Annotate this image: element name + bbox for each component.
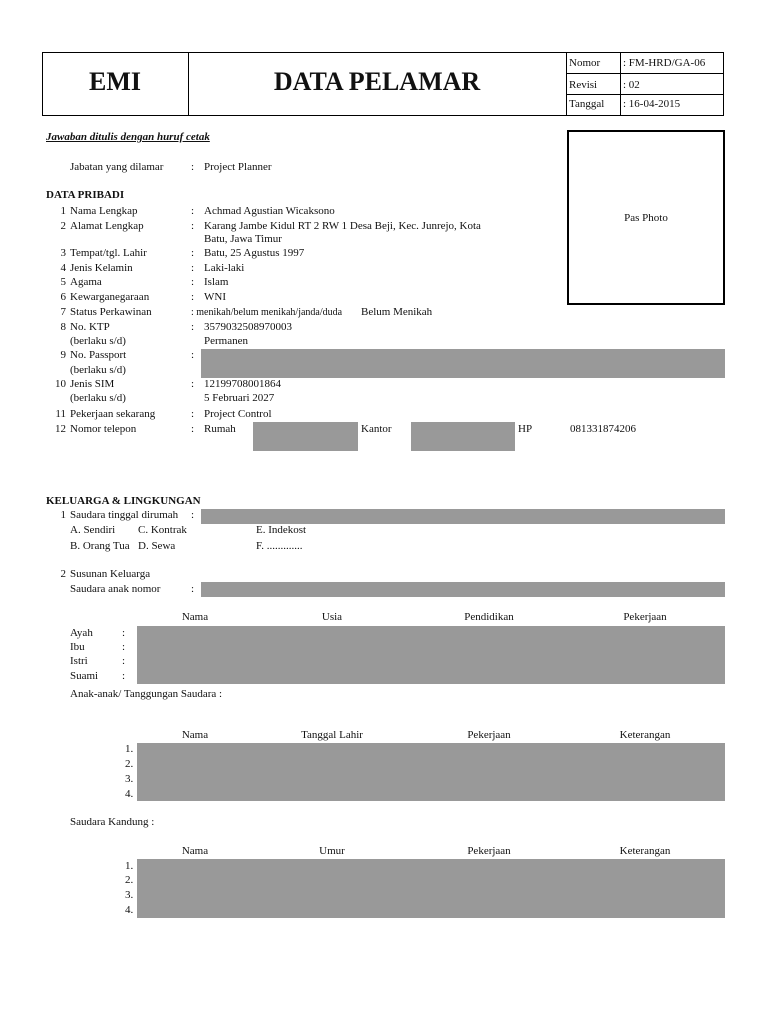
item-number: 1: [60, 509, 66, 521]
item-value: WNI: [204, 291, 226, 303]
item-label: Pekerjaan sekarang: [70, 408, 156, 420]
redacted-field: [201, 509, 725, 524]
item-number: 6: [60, 291, 66, 303]
colon: :: [191, 408, 195, 420]
colon: :: [191, 247, 195, 259]
colon: :: [191, 321, 195, 333]
item-label: Saudara tinggal dirumah: [70, 509, 179, 521]
meta-label-revisi: Revisi: [569, 79, 598, 91]
item-value: Achmad Agustian Wicaksono: [204, 205, 335, 217]
item-value: Karang Jambe Kidul RT 2 RW 1 Desa Beji, Kec. Junrejo, Kota: [204, 220, 481, 232]
item-number: 1: [60, 205, 66, 217]
item-value: Batu, 25 Agustus 1997: [204, 247, 305, 259]
photo-label: Pas Photo: [624, 212, 668, 224]
item-sub-label: (berlaku s/d): [70, 392, 126, 404]
row-number: 4.: [125, 788, 134, 800]
colon: :: [191, 349, 195, 361]
item-number: 3: [60, 247, 66, 259]
colon: :: [191, 276, 195, 288]
header-row-line: [566, 94, 724, 95]
row-number: 2.: [125, 874, 134, 886]
colon: :: [191, 378, 195, 390]
item-number: 2: [60, 568, 66, 580]
colon: :: [191, 423, 195, 435]
item-number: 7: [60, 306, 66, 318]
colon: :: [191, 220, 195, 232]
item-sub-value: Permanen: [204, 335, 248, 347]
table-row-label: Ibu: [70, 641, 85, 653]
personal-heading: DATA PRIBADI: [46, 189, 125, 201]
item-sub-label: (berlaku s/d): [70, 335, 126, 347]
redacted-field: [201, 349, 725, 378]
row-number: 3.: [125, 889, 134, 901]
item-label: Agama: [70, 276, 102, 288]
item-label: No. KTP: [70, 321, 110, 333]
item-value: Islam: [204, 276, 229, 288]
colon: :: [191, 583, 195, 595]
table-header: Pekerjaan: [467, 729, 511, 741]
residence-option-f: F. .............: [256, 540, 303, 552]
children-label: Anak-anak/ Tanggungan Saudara :: [70, 688, 223, 700]
position-label: Jabatan yang dilamar: [70, 161, 164, 173]
table-header: Umur: [319, 845, 345, 857]
table-header: Keterangan: [619, 845, 671, 857]
meta-value-tanggal: : 16-04-2015: [623, 98, 681, 110]
item-value: Project Control: [204, 408, 272, 420]
item-number: 8: [60, 321, 66, 333]
row-number: 1.: [125, 743, 134, 755]
table-header: Pekerjaan: [623, 611, 667, 623]
company-name: EMI: [89, 67, 141, 96]
table-header: Nama: [181, 845, 209, 857]
colon: :: [122, 641, 126, 653]
item-value: Belum Menikah: [361, 306, 433, 318]
table-header: Tanggal Lahir: [301, 729, 363, 741]
item-label: Nama Lengkap: [70, 205, 138, 217]
item-number: 12: [55, 423, 66, 435]
phone-hp-label: HP: [518, 423, 533, 435]
colon: :: [191, 161, 195, 173]
row-number: 3.: [125, 773, 134, 785]
marital-options: : menikah/belum menikah/janda/duda: [191, 307, 343, 318]
colon: :: [191, 205, 195, 217]
redacted-field: [253, 422, 358, 451]
redacted-field: [411, 422, 515, 451]
redacted-table: [137, 859, 725, 918]
row-number: 1.: [125, 860, 134, 872]
table-header: Usia: [321, 611, 343, 623]
item-value: 12199708001864: [204, 378, 281, 390]
page-title: DATA PELAMAR: [273, 67, 481, 96]
phone-hp-value: 081331874206: [570, 423, 636, 435]
row-number: 2.: [125, 758, 134, 770]
phone-home-label: Rumah: [204, 423, 236, 435]
header-divider: [566, 52, 567, 116]
item-label: Susunan Keluarga: [70, 568, 151, 580]
table-header: Pendidikan: [464, 611, 514, 623]
item-number: 4: [60, 262, 66, 274]
table-row-label: Ayah: [70, 627, 93, 639]
table-header: Nama: [181, 611, 209, 623]
item-number: 2: [60, 220, 66, 232]
colon: :: [122, 655, 126, 667]
item-value: 3579032508970003: [204, 321, 292, 333]
item-label: Kewarganegaraan: [70, 291, 150, 303]
item-label: Jenis Kelamin: [70, 262, 133, 274]
item-number: 11: [55, 408, 66, 420]
redacted-field: [201, 582, 725, 597]
family-heading: KELUARGA & LINGKUNGAN: [46, 495, 201, 507]
colon: :: [191, 262, 195, 274]
residence-option-b: B. Orang Tua: [70, 540, 130, 552]
siblings-label: Saudara Kandung :: [70, 816, 155, 828]
residence-option-c: C. Kontrak: [138, 524, 187, 536]
colon: :: [122, 627, 126, 639]
item-label: Alamat Lengkap: [70, 220, 144, 232]
item-sub-label: (berlaku s/d): [70, 364, 126, 376]
table-header: Pekerjaan: [467, 845, 511, 857]
table-row-label: Suami: [70, 670, 99, 682]
position-value: Project Planner: [204, 161, 272, 173]
item-label: Nomor telepon: [70, 423, 137, 435]
item-number: 10: [55, 378, 66, 390]
item-sub-label: Saudara anak nomor: [70, 583, 161, 595]
item-number: 5: [60, 276, 66, 288]
item-label: Jenis SIM: [70, 378, 115, 390]
meta-value-revisi: : 02: [623, 79, 640, 91]
table-header: Nama: [181, 729, 209, 741]
redacted-table: [137, 743, 725, 801]
residence-option-d: D. Sewa: [138, 540, 176, 552]
meta-label-tanggal: Tanggal: [569, 98, 605, 110]
redacted-table: [137, 626, 725, 684]
item-value-line2: Batu, Jawa Timur: [204, 233, 282, 245]
item-value: Laki-laki: [204, 262, 245, 274]
row-number: 4.: [125, 904, 134, 916]
item-number: 9: [60, 349, 66, 361]
residence-option-a: A. Sendiri: [70, 524, 116, 536]
item-label: Status Perkawinan: [70, 306, 152, 318]
colon: :: [191, 291, 195, 303]
item-sub-value: 5 Februari 2027: [204, 392, 275, 404]
colon: :: [122, 670, 126, 682]
table-header: Keterangan: [619, 729, 671, 741]
phone-office-label: Kantor: [361, 423, 392, 435]
table-row-label: Istri: [70, 655, 88, 667]
instruction-note: Jawaban ditulis dengan huruf cetak: [46, 131, 210, 143]
header-divider: [620, 52, 621, 116]
meta-value-nomor: : FM-HRD/GA-06: [623, 57, 706, 69]
meta-label-nomor: Nomor: [569, 57, 601, 69]
header-row-line: [566, 73, 724, 74]
colon: :: [191, 509, 195, 521]
item-label: Tempat/tgl. Lahir: [70, 247, 147, 259]
residence-option-e: E. Indekost: [256, 524, 307, 536]
item-label: No. Passport: [70, 349, 127, 361]
